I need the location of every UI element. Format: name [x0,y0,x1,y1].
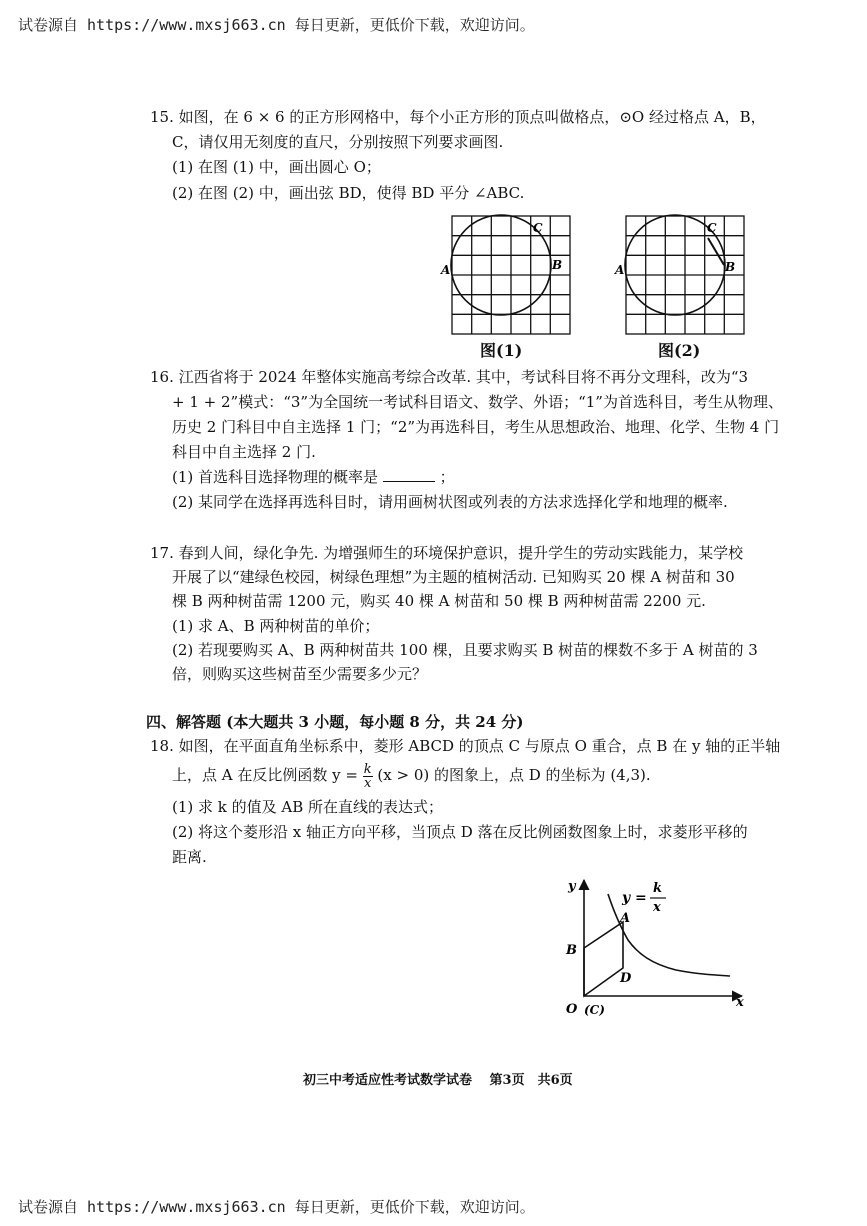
graph-label-x: x [736,995,744,1010]
rhombus [584,922,623,996]
answer-blank [383,467,435,482]
q18-graph [556,868,756,1020]
graph-label-b: B [566,943,577,958]
fig2-label-a: A [615,263,625,277]
q18-line2-end: (x > 0) 的图象上，点 D 的坐标为 (4,3). [377,766,651,784]
fig2-label-c: C [707,221,717,235]
section-4-heading: 四、解答题 (本大题共 3 小题，每小题 8 分，共 24 分) [146,713,524,731]
graph-func-den: x [653,900,661,915]
graph-label-c: (C) [584,1003,605,1017]
q15-part2: (2) 在图 (2) 中，画出弦 BD，使得 BD 平分 ∠ABC. [172,184,525,202]
q15-line1: 15. 如图，在 6 × 6 的正方形网格中，每个小正方形的顶点叫做格点，⊙O 经过格点 A，B， [150,108,766,126]
q17-line2: 开展了以“建绿色校园，树绿色理想”为主题的植树活动. 已知购买 20 棵 A 树苗和 30 [172,568,735,586]
graph-func-num: k [653,881,663,896]
q16-line2: + 1 + 2”模式：“3”为全国统一考试科目语文、数学、外语；“1”为首选科目，考生从物理、 [172,393,783,411]
graph-label-a: A [620,911,631,926]
q17-line1: 17. 春到人间，绿化争先. 为增强师生的环境保护意识，提升学生的劳动实践能力，某学校 [150,544,744,562]
q15-figure-2 [614,208,754,338]
bottom-banner: 试卷源自 https://www.mxsj663.cn 每日更新，更低价下载，欢迎访问。 [18,1198,535,1216]
q16-part1-text: (1) 首选科目选择物理的概率是 [172,468,379,486]
q15-figure-1 [440,208,580,338]
page-footer: 初三中考适应性考试数学试卷 第3页 共6页 [303,1073,573,1088]
q18-part2-line2: 距离. [172,848,207,866]
fig1-label-c: C [533,221,543,235]
q18-frac-num: k [363,761,372,777]
hyperbola-curve [608,894,730,976]
graph-label-o: O [566,1002,578,1017]
q17-line3: 棵 B 两种树苗需 1200 元，购买 40 棵 A 树苗和 50 棵 B 两种树苗需 2200 元. [172,592,706,610]
q17-part1: (1) 求 A、B 两种树苗的单价； [172,617,380,635]
q18-line1: 18. 如图，在平面直角坐标系中，菱形 ABCD 的顶点 C 与原点 O 重合，点 B 在 y 轴的正半轴 [150,737,781,755]
q17-part2-line2: 倍，则购买这些树苗至少需要多少元？ [172,665,428,683]
graph-label-d: D [620,971,632,986]
q16-part1-end: ； [439,468,455,486]
q16-line4: 科目中自主选择 2 门. [172,443,316,461]
q18-part1: (1) 求 k 的值及 AB 所在直线的表达式； [172,798,444,816]
fig1-caption: 图(1) [480,341,523,360]
q18-part2-line1: (2) 将这个菱形沿 x 轴正方向平移，当顶点 D 落在反比例函数图象上时，求菱形平移的 [172,823,748,841]
q16-line3: 历史 2 门科目中自主选择 1 门；“2”为再选科目，考生从思想政治、地理、化学、生物 4 门 [172,418,780,436]
q18-frac-den: x [364,775,372,791]
q16-part1 [172,466,455,488]
fig1-label-b: B [552,258,563,272]
q16-line1: 16. 江西省将于 2024 年整体实施高考综合改革. 其中，考试科目将不再分文理科，改为“3 [150,368,749,386]
q18-line2 [172,760,651,790]
q15-part1: (1) 在图 (1) 中，画出圆心 O； [172,158,381,176]
fig2-caption: 图(2) [658,341,701,360]
fig1-label-a: A [441,263,451,277]
fig2-label-b: B [725,260,736,274]
q16-part2: (2) 某同学在选择再选科目时，请用画树状图或列表的方法求选择化学和地理的概率. [172,493,728,511]
q17-part2-line1: (2) 若现要购买 A、B 两种树苗共 100 棵，且要求购买 B 树苗的棵数不多于 A 树苗的 3 [172,641,758,659]
graph-label-y: y [568,879,576,894]
top-banner: 试卷源自 https://www.mxsj663.cn 每日更新，更低价下载，欢迎访问。 [18,16,535,34]
q15-line2: C，请仅用无刻度的直尺，分别按照下列要求画图. [172,133,504,151]
q18-fraction [363,763,373,790]
graph-func-lhs: y = [622,890,647,906]
q18-line2-start: 上，点 A 在反比例函数 y = [172,766,358,784]
